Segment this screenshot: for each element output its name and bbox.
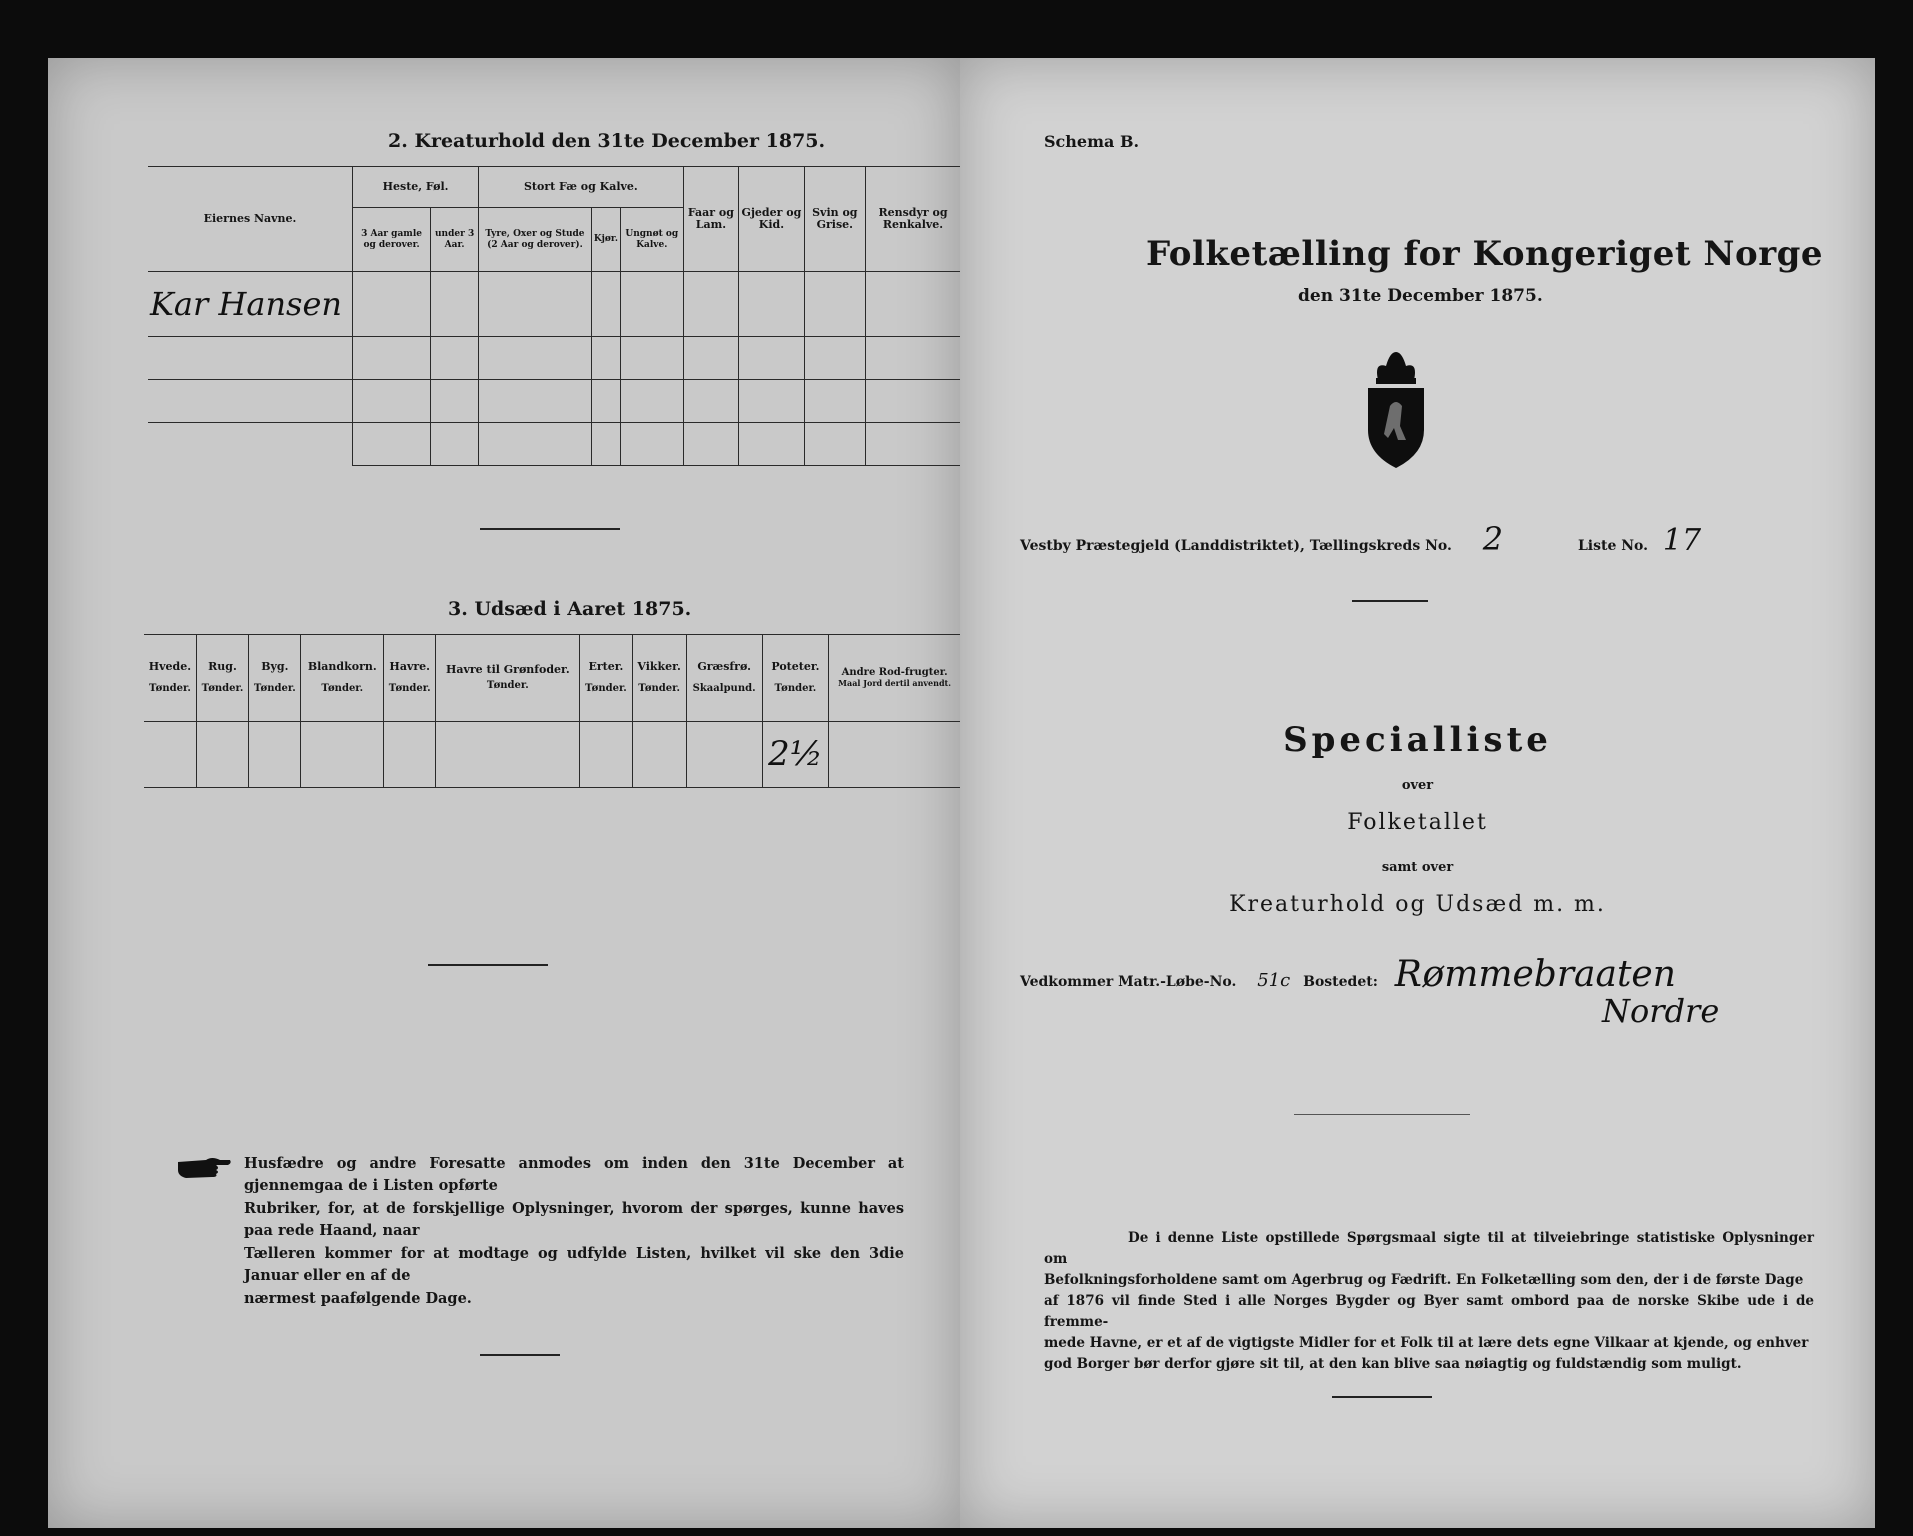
footer-line: af 1876 vil finde Sted i alle Norges Bygder og Byer samt ombord paa de norske Skibe ude i de fremme- xyxy=(1044,1292,1814,1330)
divider-line xyxy=(1352,600,1428,602)
col-erter xyxy=(580,635,632,722)
col-andre-unit: Maal Jord dertil anvendt. xyxy=(838,677,952,688)
over-label: over xyxy=(1401,778,1434,793)
footer-line: Befolkningsforholdene samt om Agerbrug og Fædrift. En Folketælling som den, der i de første Dage xyxy=(1044,1271,1804,1288)
norwegian-coat-of-arms-icon xyxy=(1360,350,1432,470)
pointing-hand-icon xyxy=(176,1152,232,1182)
bostedet-name-line2: Nordre xyxy=(1602,992,1720,1030)
district-line xyxy=(1020,520,1701,558)
section2-title: 2. Kreaturhold den 31te December 1875. xyxy=(388,130,826,152)
col-blandkorn-unit: Tønder. xyxy=(321,683,364,695)
liste-label: Liste No. xyxy=(1577,538,1649,554)
heste-sub-under3: under 3 Aar. xyxy=(431,207,479,272)
liste-number: 17 xyxy=(1662,523,1702,558)
col-erter-unit: Tønder. xyxy=(585,683,627,695)
owner-name-cell: Kar Hansen xyxy=(148,272,353,337)
col-graesfro-unit: Skaalpund. xyxy=(692,683,756,695)
divider-line xyxy=(1294,1114,1470,1115)
col-hvede-name: Hvede. xyxy=(148,659,192,673)
heste-sub-3aar: 3 Aar gamle og derover. xyxy=(353,207,431,272)
col-havre-unit: Tønder. xyxy=(388,683,431,695)
bostedet-label: Bostedet: xyxy=(1303,974,1378,990)
heste-header: Heste, Føl. xyxy=(353,167,479,208)
kreds-number: 2 xyxy=(1482,520,1504,558)
col-poteter-name: Poteter. xyxy=(771,659,820,673)
footer-line: mede Havne, er et af de vigtigste Midler for et Folk til at lære dets egne Vilkaar at kjende, og enhver xyxy=(1044,1334,1809,1351)
owner-name-header: Eiernes Navne. xyxy=(148,167,353,272)
notice-line: Husfædre og andre Foresatte anmodes om inden den 31te December at gjennemgaa de i Listen opførte xyxy=(244,1155,904,1195)
col-vikker xyxy=(632,635,686,722)
stort-sub-kjor: Kjør. xyxy=(591,207,620,272)
seed-table xyxy=(144,634,960,788)
matr-label: Vedkommer Matr.-Løbe-No. xyxy=(1020,974,1237,990)
district-label: Vestby Præstegjeld (Landdistriktet), Tællingskreds No. xyxy=(1020,538,1452,554)
stort-fae-header: Stort Fæ og Kalve. xyxy=(479,167,683,208)
footer-line: god Borger bør derfor gjøre sit til, at den kan blive saa nøiagtig og fuldstændig som muligt. xyxy=(1044,1355,1742,1372)
notice-line: nærmest paafølgende Dage. xyxy=(244,1289,472,1307)
col-graesfro xyxy=(686,635,762,722)
col-blandkorn-name: Blandkorn. xyxy=(307,659,377,673)
svin-header: Svin og Grise. xyxy=(804,167,865,272)
bostedet-name: Rømmebraaten xyxy=(1394,954,1676,995)
col-havre-gronfoder xyxy=(436,635,580,722)
matr-line xyxy=(1020,954,1676,995)
col-havre-name: Havre. xyxy=(389,659,430,673)
divider-line xyxy=(428,964,548,966)
right-page xyxy=(960,58,1875,1528)
notice-line: Tælleren kommer for at modtage og udfylde Listen, hvilket vil ske den 3die Januar eller en af de xyxy=(244,1244,904,1285)
specialliste-title: Specialliste xyxy=(1283,720,1552,760)
census-date: den 31te December 1875. xyxy=(1298,286,1543,306)
divider-line xyxy=(1332,1396,1432,1398)
notice-line: Rubriker, for, at de forskjellige Oplysninger, hvorom der spørges, kunne haves paa rede Haand, naar xyxy=(244,1199,904,1240)
gjeder-header: Gjeder og Kid. xyxy=(739,167,804,272)
col-byg-unit: Tønder. xyxy=(253,683,296,695)
col-graesfro-name: Græsfrø. xyxy=(697,659,751,673)
stort-sub-tyre: Tyre, Oxer og Stude (2 Aar og derover). xyxy=(479,207,592,272)
livestock-table xyxy=(148,166,960,466)
col-andre-name: Andre Rod-frugter. xyxy=(841,667,948,679)
stort-sub-ungnot: Ungnøt og Kalve. xyxy=(620,207,683,272)
poteter-value: 2½ xyxy=(762,721,829,787)
col-rug xyxy=(196,635,248,722)
col-poteter xyxy=(762,635,829,722)
col-poteter-unit: Tønder. xyxy=(774,683,817,695)
col-hvede xyxy=(144,635,196,722)
divider-line xyxy=(480,528,620,530)
samt-over-label: samt over xyxy=(1381,860,1454,875)
col-blandkorn xyxy=(301,635,384,722)
census-title: Folketælling for Kongeriget Norge xyxy=(1146,234,1824,274)
col-havre-gronfoder-unit: Tønder. xyxy=(486,680,529,692)
col-vikker-name: Vikker. xyxy=(637,659,681,673)
faar-header: Faar og Lam. xyxy=(683,167,739,272)
notice-text xyxy=(244,1153,904,1310)
divider-line xyxy=(480,1354,560,1356)
kreaturhold-label: Kreaturhold og Udsæd m. m. xyxy=(1229,892,1606,917)
col-havre xyxy=(384,635,436,722)
footer-text xyxy=(1044,1228,1814,1374)
schema-label: Schema B. xyxy=(1044,132,1140,151)
rensdyr-header: Rensdyr og Renkalve. xyxy=(866,167,961,272)
col-vikker-unit: Tønder. xyxy=(638,683,680,695)
left-page xyxy=(48,58,960,1528)
section3-title: 3. Udsæd i Aaret 1875. xyxy=(448,598,692,620)
footer-line: De i denne Liste opstillede Spørgsmaal sigte til at tilveiebringe statistiske Oplysninger om xyxy=(1044,1230,1814,1267)
col-erter-name: Erter. xyxy=(588,659,624,673)
col-andre-rodfrugter xyxy=(829,635,960,722)
matr-number: 51c xyxy=(1257,970,1291,991)
col-byg xyxy=(249,635,301,722)
folketallet-label: Folketallet xyxy=(1347,810,1488,835)
col-byg-name: Byg. xyxy=(261,659,289,673)
col-hvede-unit: Tønder. xyxy=(149,683,191,695)
col-havre-gronfoder-name: Havre til Grønfoder. xyxy=(445,662,570,676)
col-rug-name: Rug. xyxy=(208,659,237,673)
col-rug-unit: Tønder. xyxy=(201,683,244,695)
